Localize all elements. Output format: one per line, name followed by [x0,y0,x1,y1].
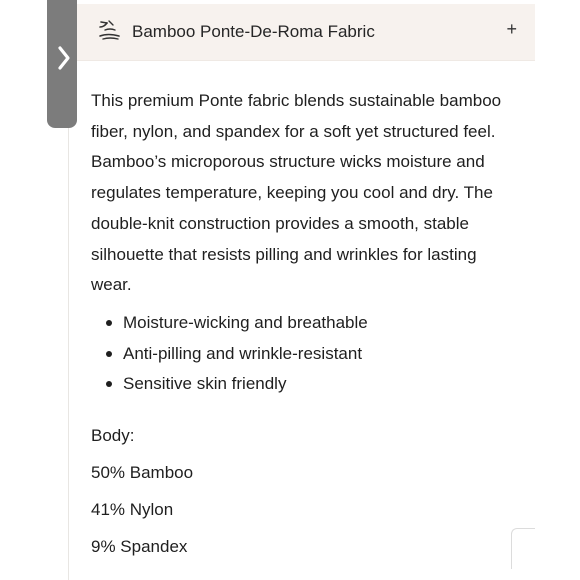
composition-item: 9% Spandex [91,537,188,556]
chevron-right-icon [56,44,72,72]
side-drawer-toggle[interactable] [47,0,77,128]
fabric-description: This premium Ponte fabric blends sustainable bamboo fiber, nylon, and spandex for a soft yet structured feel. Bamboo’s microporous structure wicks moisture and regulates temperature, keeping you cool and dry. The double-knit construction provides a smooth, stable silhouette that resists pilling and wrinkles for lasting wear. [91,91,502,295]
feature-text: Anti-pilling and wrinkle-resistant [123,343,363,363]
feature-text: Moisture-wicking and breathable [123,313,368,332]
feature-item [105,369,368,400]
expand-plus-icon[interactable]: + [506,19,517,39]
accordion-title: Bamboo Ponte-De-Roma Fabric [132,22,375,41]
feature-list [105,308,368,400]
composition-item: 50% Bamboo [91,463,194,482]
composition-item: 41% Nylon [91,500,174,519]
bullet-icon [106,381,112,387]
composition-heading: Body: [91,426,135,445]
feature-item [105,339,368,370]
feature-item [105,308,368,339]
fabric-details-panel [68,0,535,580]
bamboo-icon [97,18,123,42]
bullet-icon [106,320,112,326]
accordion-header-fabric[interactable] [69,4,535,61]
bullet-icon [106,351,112,357]
feature-text: Sensitive skin friendly [123,374,287,394]
scroll-widget-edge [511,528,535,569]
